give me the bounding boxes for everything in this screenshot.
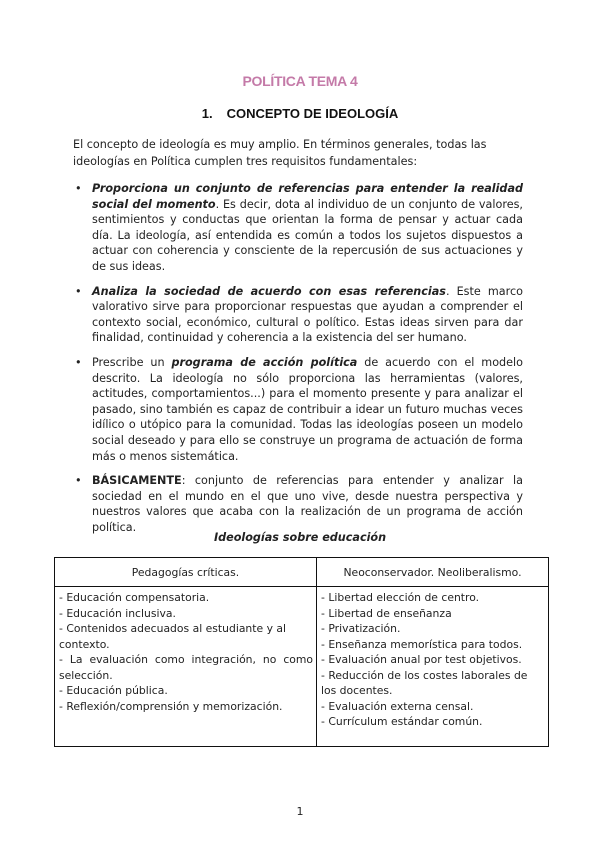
cell-item: - Educación compensatoria. — [59, 591, 210, 604]
cell-item: - Reducción de los costes laborales de los docentes. — [321, 668, 528, 697]
list-item — [73, 284, 523, 346]
bullet-text: de acuerdo con el modelo descrito. La ideología no sólo proporciona las herramientas (valores, actitudes, comportamientos...) para el momento presente y para analizar el pasado, sino también es capaz de contribuir a idear un futuro muchas veces idílico o utópico para la comunidad. Todas las ideologías poseen un modelo social deseado y para ello se construye un programa de actuación de forma más o menos sistemática. — [92, 355, 523, 463]
bullet-lead: Analiza la sociedad de acuerdo con esas referencias — [92, 284, 446, 298]
intro-paragraph: El concepto de ideología es muy amplio. En términos generales, todas las ideologías en Política cumplen tres requisitos fundamentales: — [73, 138, 487, 168]
bullet-text: . Este marco valorativo sirve para proporcionar respuestas que ayudan a comprender el contexto social, económico, cultural o político. Estas ideas sirven para dar finalidad, continuidad y coherencia a la existencia del ser humano. — [92, 284, 523, 345]
list-item — [73, 473, 523, 535]
cell-item: - Evaluación anual por test objetivos. — [321, 653, 522, 666]
section-number: 1. — [201, 106, 213, 121]
bullet-lead: Proporciona un conjunto de referencias para entender la realidad social del momento — [92, 182, 523, 211]
bullet-text: . Es decir, dota al individuo de un conjunto de valores, sentimientos y conductas que orientan la forma de pensar y actuar cada día. La ideología, así entendida es común a todos los sujetos dispuestos a actuar con coherencia y consciente de la repercusión de sus actuaciones y de sus ideas. — [92, 197, 523, 273]
cell-item: - Reflexión/comprensión y memorización. — [59, 699, 283, 713]
cell-item: - Enseñanza memorística para todos. — [321, 637, 523, 651]
table-caption: Ideologías sobre educación — [213, 531, 387, 544]
bullet-icon: • — [75, 355, 82, 369]
critical-pedagogies-cell — [55, 587, 317, 747]
cell-item: - Educación pública. — [59, 684, 168, 697]
bullet-pre: Prescribe un — [92, 355, 172, 369]
cell-item: - Libertad de enseñanza — [321, 606, 452, 620]
bullet-lead: programa de acción política — [171, 355, 358, 369]
list-item — [73, 355, 523, 464]
column-header-critical-pedagogies: Pedagogías críticas. — [55, 558, 317, 587]
cell-item: - Privatización. — [321, 622, 401, 635]
list-item — [73, 181, 523, 275]
ideologies-table — [54, 557, 549, 747]
bullet-icon: • — [75, 474, 82, 488]
cell-item: - Libertad elección de centro. — [321, 591, 480, 604]
neoconservative-cell — [317, 587, 549, 747]
section-heading-text: CONCEPTO DE IDEOLOGÍA — [226, 106, 399, 121]
column-header-neoconservative: Neoconservador. Neoliberalismo. — [317, 558, 549, 587]
cell-item: - Contenidos adecuados al estudiante y al contexto. — [59, 622, 287, 651]
cell-item: - Educación inclusiva. — [59, 606, 176, 620]
bullet-lead: BÁSICAMENTE — [92, 474, 182, 488]
bullet-icon: • — [75, 284, 82, 298]
requirements-list — [73, 181, 523, 544]
page-number: 1 — [296, 805, 304, 818]
cell-item: - Evaluación externa censal. — [321, 699, 474, 713]
table-header-row — [55, 558, 549, 587]
cell-item: - La evaluación como integración, no como selección. — [59, 653, 313, 682]
bullet-text: : conjunto de referencias para entender y analizar la sociedad en el mundo en el que uno vive, desde nuestra perspectiva y nuestros valores que acaba con la realización de un programa de acción política. — [92, 474, 523, 534]
bullet-icon: • — [75, 182, 82, 195]
document-title: POLÍTICA TEMA 4 — [242, 73, 358, 89]
cell-item: - Currículum estándar común. — [321, 715, 483, 728]
section-heading — [0, 106, 600, 121]
table-row — [55, 587, 549, 747]
